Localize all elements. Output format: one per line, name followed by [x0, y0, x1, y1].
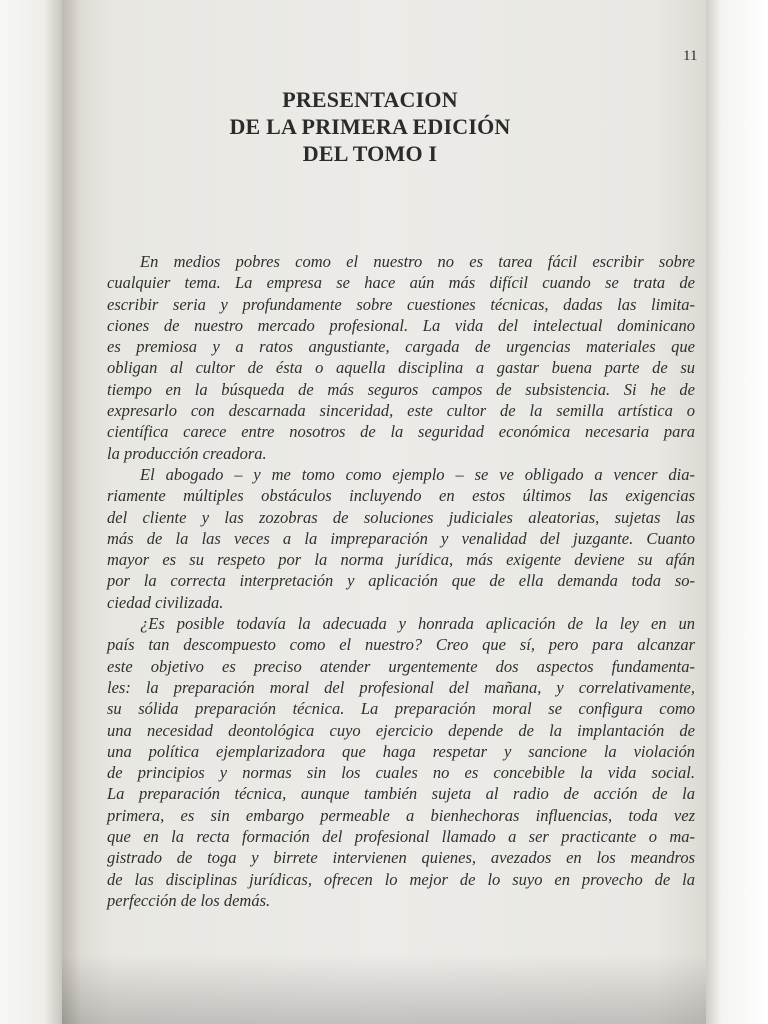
- body-line: científica carece entre nosotros de la seguridad económica necesaria para: [107, 422, 695, 442]
- body-line: mayor es su respeto por la norma jurídica, más exigente deviene su afán: [107, 550, 695, 570]
- body-line: riamente múltiples obstáculos incluyendo en estos últimos las exigencias: [107, 486, 695, 506]
- body-line: El abogado – y me tomo como ejemplo – se ve obligado a vencer dia-: [140, 464, 695, 484]
- title-line: DE LA PRIMERA EDICIÓN: [229, 114, 511, 139]
- body-line: La preparación técnica, aunque también sujeta al radio de acción de la: [107, 784, 695, 804]
- body-line: más de la las veces a la impreparación y venalidad del juzgante. Cuanto: [107, 528, 695, 548]
- body-line: una necesidad deontológica cuyo ejercicio depende de la implantación de: [107, 720, 695, 740]
- body-line: por la correcta interpretación y aplicación que de ella demanda toda so-: [107, 571, 695, 591]
- body-line: gistrado de toga y birrete intervienen quienes, avezados en los meandros: [107, 848, 695, 868]
- body-line: de principios y normas sin los cuales no es concebible la vida social.: [107, 763, 695, 783]
- body-line: país tan descompuesto como el nuestro? Creo que sí, pero para alcanzar: [107, 635, 695, 655]
- right-background: [706, 0, 768, 1024]
- page-title: [140, 86, 600, 167]
- body-line: del cliente y las zozobras de soluciones judiciales aleatorias, sujetas las: [107, 507, 695, 527]
- body-text: [107, 251, 695, 911]
- body-line: ciedad civilizada.: [107, 592, 224, 612]
- body-line: ¿Es posible todavía la adecuada y honrada aplicación de la ley en un: [140, 614, 695, 634]
- body-line: de las disciplinas jurídicas, ofrecen lo mejor de lo suyo en provecho de la: [107, 869, 695, 889]
- body-line: una política ejemplarizadora que haga respetar y sancione la violación: [107, 741, 695, 761]
- body-line: tiempo en la búsqueda de más seguros campos de subsistencia. Si he de: [107, 379, 695, 399]
- body-line: les: la preparación moral del profesional del mañana, y correlativamente,: [107, 677, 695, 697]
- body-line: su sólida preparación técnica. La preparación moral se configura como: [107, 699, 695, 719]
- body-line: primera, es sin embargo permeable a bienhechoras influencias, toda vez: [107, 805, 695, 825]
- page-number: 11: [683, 48, 698, 64]
- body-line: es premiosa y a ratos angustiante, cargada de urgencias materiales que: [107, 337, 695, 357]
- body-line: En medios pobres como el nuestro no es tarea fácil escribir sobre: [140, 252, 695, 271]
- body-line: expresarlo con descarnada sinceridad, este cultor de la semilla artística o: [107, 401, 695, 421]
- body-line: que en la recta formación del profesional llamado a ser practicante o ma-: [107, 827, 695, 847]
- body-line: este objetivo es preciso atender urgentemente dos aspectos fundamenta-: [107, 656, 695, 676]
- title-line: PRESENTACION: [282, 87, 458, 112]
- body-line: escribir seria y profundamente sobre cuestiones técnicas, dadas las limita-: [107, 294, 695, 314]
- body-line: cualquier tema. La empresa se hace aún más difícil cuando se trata de: [107, 273, 695, 293]
- body-line: la producción creadora.: [107, 443, 267, 463]
- body-line: perfección de los demás.: [107, 890, 271, 910]
- body-line: obligan al cultor de ésta o aquella disciplina a gastar buena parte de su: [107, 358, 695, 378]
- left-background: [0, 0, 62, 1024]
- title-line: DEL TOMO I: [302, 141, 438, 166]
- body-line: ciones de nuestro mercado profesional. La vida del intelectual dominicano: [107, 315, 695, 335]
